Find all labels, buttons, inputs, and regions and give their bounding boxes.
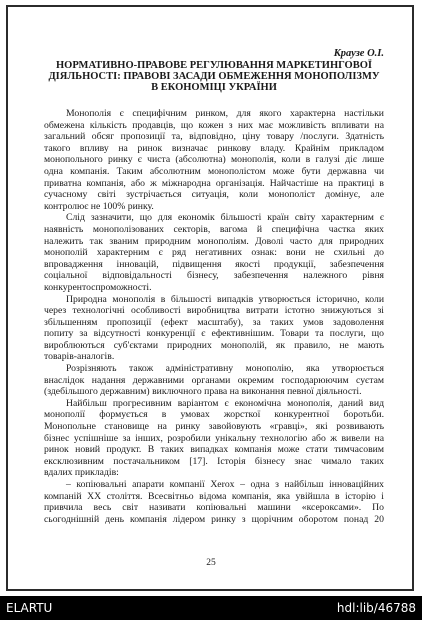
body-line: монополії формується в умовах жорсткої конкурентної боротьби. — [44, 409, 384, 421]
body-line: внаслідок надання державними органами окремим господарюючим суєтам — [44, 374, 384, 386]
title-line: НОРМАТИВНО-ПРАВОВЕ РЕГУЛЮВАННЯ МАРКЕТИНГОВОЇ — [56, 60, 372, 71]
body-line: вдалих прикладів: — [44, 467, 119, 479]
body-line: одна компанія. Таким абсолютним монополістом може бути державна чи — [44, 165, 384, 177]
title-line: В ЕКОНОМІЦІ УКРАЇНИ — [151, 82, 277, 94]
body-line: через технологічні особливості виробництва витрати істотно знижуються зі — [44, 305, 384, 317]
body-line: контролює не 100% ринку. — [44, 200, 154, 212]
repository-footer-bar — [0, 596, 422, 620]
body-line: ринок новий продукт. В таких випадках компанія може стати тимчасовим — [44, 444, 384, 456]
body-line: ексклюзивним постачальником [17]. Історія бізнесу знає чимало таких — [44, 455, 384, 467]
body-line: належить так званим природним монополіям. Доволі часто для природних — [44, 235, 384, 247]
body-line: Монополія є специфічним ринком, для якого характерна настільки — [66, 108, 384, 119]
body-line: Монопольне становище на ринку завойовують «гравці», які розвивають — [44, 421, 384, 433]
body-line: привчила весь світ називати копіювальні машини «ксероксами». По — [44, 502, 384, 514]
body-line: конкурентоспроможності. — [44, 281, 152, 293]
body-line: загальний обсяг пропозиції та, відповідно, ціну товару /послуги. Здатність — [44, 131, 384, 143]
body-line: впровадження інновацій, підвищення якості продукції, забезпечення — [44, 258, 384, 270]
author-name: Краузе О.І. — [333, 48, 384, 59]
body-line: наявність монополізованих секторів, вагома й специфічна частка яких — [44, 223, 384, 235]
body-line: – копіювальні апарати компанії Xerox – одна з найбільш інноваційних — [66, 479, 384, 490]
article-title — [44, 60, 384, 94]
body-line: попиту за відсутності конкуренції є ефективнішим. Товари та послуги, що — [44, 328, 384, 340]
body-line: сьогоднішній день компанія лідером ринку з щорічним оборотом понад 20 — [44, 513, 384, 525]
body-line: Природна монополія в більшості випадків утворюється історично, коли — [66, 293, 384, 305]
body-line: монополій характерним є ряд негативних ознак: вони не схильні до — [44, 247, 384, 259]
body-line: такого впливу на ринок визначає ринкову владу. Крайнім прикладом — [44, 142, 384, 154]
body-line: Найбільш прогресивним варіантом є економічна монополія, даний вид — [66, 397, 384, 409]
body-line: товарів-аналогів. — [44, 351, 115, 363]
body-line: приватна компанія, або ж міжнародна організація. Найчастіше на практиці в — [44, 177, 384, 189]
body-line: (здебільшого державним) виключного права на виконання певної діяльності. — [44, 386, 362, 398]
body-line: вироблюються суб'єктами природних монополій, як правило, не мають — [44, 339, 384, 351]
body-line: соціальної відповідальності бізнесу, забезпечення належного рівня — [44, 270, 384, 282]
body-line: компаній XX століття. Всесвітньо відома компанія, яка увійшла в історію і — [44, 490, 384, 502]
page-number: 25 — [206, 558, 216, 568]
body-line: монопольного ринку є чиста (абсолютна) монополія, коли в галузі діє лише — [44, 154, 384, 166]
handle-identifier: hdl:lib/46788 — [336, 601, 416, 615]
repository-name: ELARTU — [6, 601, 53, 615]
body-line: бізнес успішніше за інших, розробили унікальну технологію або ж вивели на — [44, 432, 384, 444]
body-line: обмежена кількість продавців, що кожен з них має можливість впливати на — [44, 119, 384, 131]
article-body — [44, 108, 384, 525]
body-line: Слід зазначити, що для економік більшості країн світу характерним є — [66, 212, 384, 224]
title-line: ДІЯЛЬНОСТІ: ПРАВОВІ ЗАСАДИ ОБМЕЖЕННЯ МОНОПОЛІЗМУ — [48, 71, 380, 83]
body-line: Розрізняють також адміністративну монополію, яка утворюється — [66, 363, 384, 375]
body-line: сучасному світі зустрічається ситуація, коли монополіст домінує, але — [44, 189, 384, 201]
body-line: збільшенням пропозиції (ефект масштабу), за таких умов задоволення — [44, 316, 384, 328]
